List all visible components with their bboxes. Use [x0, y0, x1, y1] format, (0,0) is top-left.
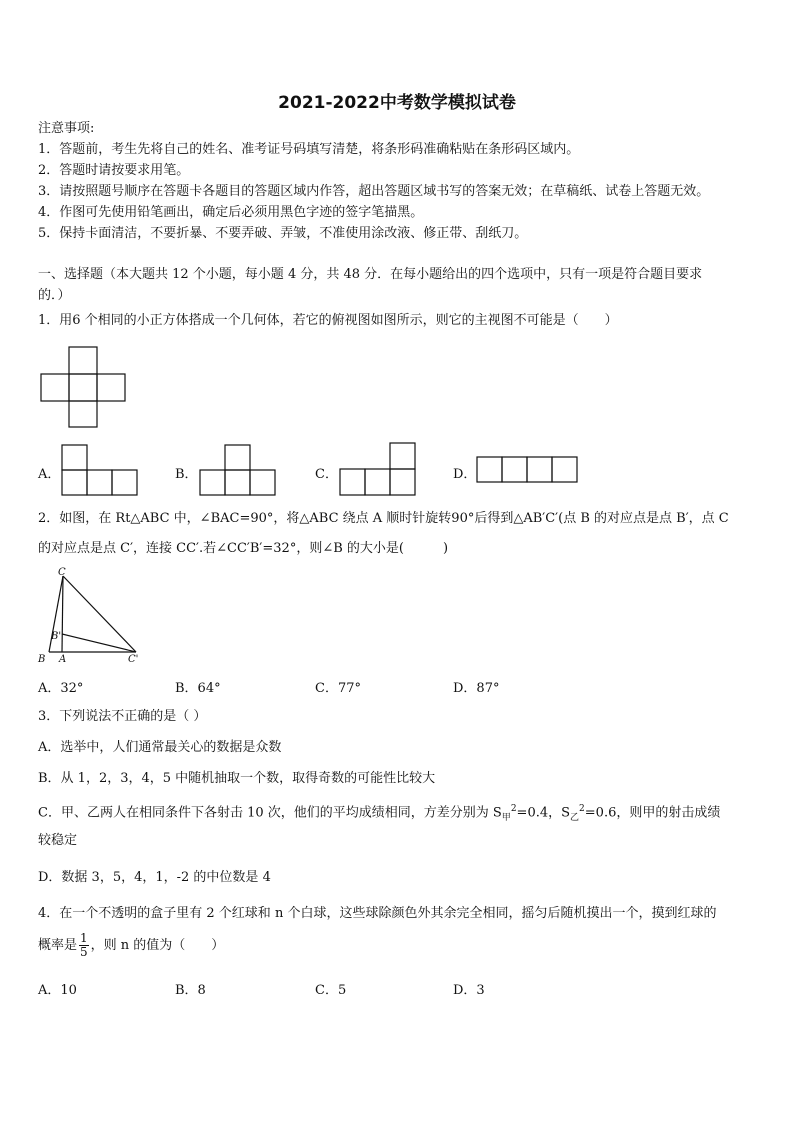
notice-item: 4．作图可先使用铅笔画出，确定后必须用黑色字迹的签字笔描黑。	[38, 205, 424, 220]
q1-option-b-figure	[200, 445, 275, 495]
q3-option-c	[38, 800, 720, 827]
q3-option-c-text: =0.4，S	[516, 805, 571, 821]
q4-option-b: B．8	[175, 983, 206, 998]
q1-option-a-figure	[62, 445, 137, 495]
section-heading-cont: 的．）	[38, 288, 71, 303]
q1-top-view-bottom	[69, 401, 97, 427]
vertex-label-c: C	[58, 567, 66, 578]
q3-option-a: A．选举中，人们通常最关心的数据是众数	[38, 740, 282, 755]
q4-text: ，则 n 的值为（ ）	[90, 938, 225, 953]
variance-subscript-yi: 乙	[570, 812, 580, 823]
q4-text: 概率是	[38, 938, 78, 953]
vertex-label-b-prime: B'	[51, 631, 62, 642]
vertex-label-a: A	[59, 654, 67, 665]
section-heading: 一、选择题（本大题共 12 个小题，每小题 4 分，共 48 分．在每小题给出的四个选项中，只有一项是符合题目要求	[38, 267, 703, 282]
question-3-stem: 3．下列说法不正确的是（ ）	[38, 709, 207, 724]
vertex-label-b: B	[38, 654, 46, 665]
q4-option-a: A．10	[38, 983, 77, 998]
page-title: 2021-2022中考数学模拟试卷	[278, 93, 516, 113]
fraction-numerator: 1	[80, 931, 88, 945]
q1-option-b-label: B．	[175, 467, 198, 482]
q3-option-c-cont: 较稳定	[38, 833, 78, 848]
q1-option-c-label: C．	[315, 467, 338, 482]
notice-item: 3．请按照题号顺序在答题卡各题目的答题区域内作答，超出答题区域书写的答案无效；在草稿纸、试卷上答题无效。	[38, 184, 710, 199]
q1-top-view-figure	[41, 347, 125, 401]
q4-option-d: D．3	[453, 983, 485, 998]
notice-item: 2．答题时请按要求用笔。	[38, 163, 190, 178]
q1-option-a-label: A．	[38, 467, 61, 482]
vertex-label-c-prime: C'	[128, 654, 139, 665]
q2-triangle-figure	[36, 566, 148, 666]
variance-square: 2	[510, 804, 517, 814]
q1-option-c-figure	[340, 443, 415, 495]
probability-fraction	[79, 932, 89, 959]
question-4-stem: 4．在一个不透明的盒子里有 2 个红球和 n 个白球，这些球除颜色外其余完全相同，摇匀后随机摸出一个，摸到红球的	[38, 906, 717, 921]
q3-option-b: B．从 1，2，3，4，5 中随机抽取一个数，取得奇数的可能性比较大	[38, 771, 436, 786]
question-1-stem: 1．用6 个相同的小正方体搭成一个几何体，若它的俯视图如图所示，则它的主视图不可能是（ ）	[38, 313, 618, 328]
q3-option-c-text: =0.6，则甲的射击成绩	[584, 805, 721, 821]
notice-item: 1．答题前，考生先将自己的姓名、准考证号码填写清楚，将条形码准确粘贴在条形码区域内。	[38, 142, 580, 157]
question-4-stem-cont	[38, 932, 224, 959]
q3-option-c-text: C．甲、乙两人在相同条件下各射击 10 次，他们的平均成绩相同，方差分别为 S	[38, 805, 502, 821]
q2-option-c: C．77°	[315, 681, 361, 696]
variance-square: 2	[579, 804, 585, 814]
q2-option-b: B．64°	[175, 681, 221, 696]
q1-option-d-figure	[477, 457, 577, 482]
q3-option-d: D．数据 3，5，4，1，-2 的中位数是 4	[38, 870, 271, 885]
q2-option-a: A．32°	[38, 681, 84, 696]
q4-option-c: C．5	[315, 983, 347, 998]
question-2-stem-cont: 的对应点是点 C′，连接 CC′.若∠CC′B′=32°，则∠B 的大小是( )	[38, 541, 449, 556]
question-2-stem: 2．如图，在 Rt△ABC 中，∠BAC=90°，将△ABC 绕点 A 顺时针旋转90°后得到△AB′C′(点 B 的对应点是点 B′，点 C	[38, 511, 729, 526]
notice-item: 5．保持卡面清洁，不要折暴、不要弄破、弄皱，不准使用涂改液、修正带、刮纸刀。	[38, 226, 528, 241]
q1-option-d-label: D．	[453, 467, 477, 482]
fraction-denominator: 5	[80, 945, 88, 959]
variance-subscript-jia: 甲	[501, 812, 511, 823]
notice-heading: 注意事项:	[38, 121, 95, 136]
q2-option-d: D．87°	[453, 681, 500, 696]
